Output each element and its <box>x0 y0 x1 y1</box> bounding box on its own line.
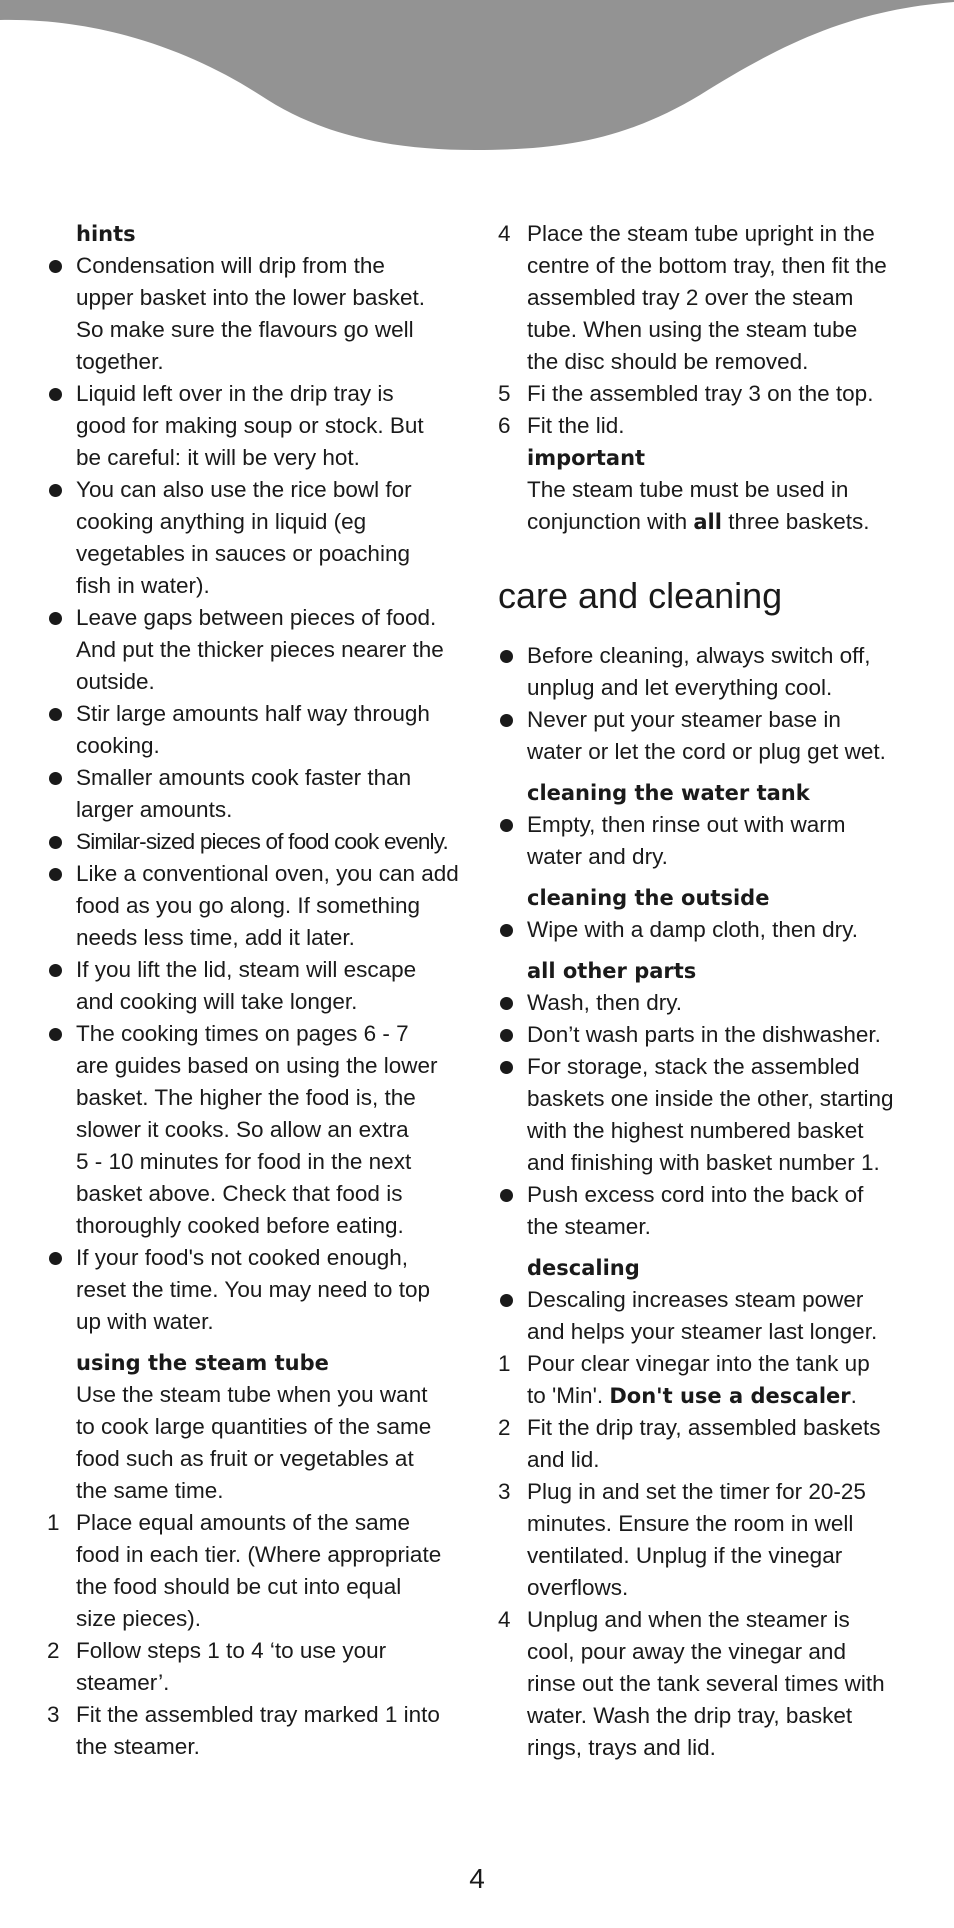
step-number: 5 <box>498 381 511 406</box>
paragraph-line: food such as fruit or vegetables at <box>76 1446 414 1471</box>
banner-wave-shape <box>0 0 954 150</box>
bullet-line: If your food's not cooked enough, <box>44 1242 469 1274</box>
step-item <box>495 378 925 410</box>
important-line-1: The steam tube must be used in <box>527 477 849 502</box>
step-text: Place the steam tube upright in the <box>527 221 875 246</box>
bullet-line: Empty, then rinse out with warm <box>495 809 925 841</box>
care-item <box>495 704 925 768</box>
bullet-line: Before cleaning, always switch off, <box>495 640 925 672</box>
care-cleaning-title: care and cleaning <box>498 575 783 616</box>
hints-heading: hints <box>76 222 136 246</box>
other-parts-heading: all other parts <box>527 959 697 983</box>
step-line <box>495 346 925 378</box>
hint-item <box>44 250 469 378</box>
bullet-line: good for making soup or stock. But <box>76 413 424 438</box>
water-tank-bullets <box>495 809 925 873</box>
bullet-line: upper basket into the lower basket. <box>76 285 425 310</box>
bullet-line: basket above. Check that food is <box>76 1181 403 1206</box>
step-text: food in each tier. (Where appropriate <box>76 1542 442 1567</box>
step-text: steamer’. <box>76 1670 170 1695</box>
bullet-line: with the highest numbered basket <box>527 1118 864 1143</box>
step-line <box>495 314 925 346</box>
bullet-line: food as you go along. If something <box>76 893 420 918</box>
step-text: the steamer. <box>76 1734 200 1759</box>
bullet-line: Wash, then dry. <box>495 987 925 1019</box>
step-line <box>495 1412 925 1444</box>
bullet-line: Leave gaps between pieces of food. <box>44 602 469 634</box>
step-text: assembled tray 2 over the steam <box>527 285 854 310</box>
other-parts-item <box>495 1051 925 1179</box>
bullet-line: be careful: it will be very hot. <box>76 445 360 470</box>
bullet-line: up with water. <box>76 1309 214 1334</box>
step-text: Place equal amounts of the same <box>76 1510 410 1535</box>
bullet-line: Descaling increases steam power <box>495 1284 925 1316</box>
important-text-pre: conjunction with <box>527 509 694 534</box>
care-item <box>495 640 925 704</box>
outside-bullets <box>495 914 925 946</box>
bullet-line: Similar-sized pieces of food cook evenly. <box>44 826 469 858</box>
bullet-line: thoroughly cooked before eating. <box>76 1213 404 1238</box>
bullet-line: and helps your steamer last longer. <box>527 1319 878 1344</box>
bullet-line: Never put your steamer base in <box>495 704 925 736</box>
bullet-line: and finishing with basket number 1. <box>527 1150 880 1175</box>
step-line <box>495 1700 925 1732</box>
bullet-line: together. <box>76 349 164 374</box>
step-item <box>44 1507 469 1635</box>
step-line <box>495 282 925 314</box>
step-line <box>44 1507 469 1539</box>
top-banner-decoration <box>0 0 954 160</box>
paragraph-line: the same time. <box>76 1478 224 1503</box>
bullet-line: You can also use the rice bowl for <box>44 474 469 506</box>
step-line <box>495 218 925 250</box>
step-line <box>495 1668 925 1700</box>
step-text: overflows. <box>527 1575 629 1600</box>
step-text-post: . <box>850 1383 857 1408</box>
paragraph-line: to cook large quantities of the same <box>76 1414 432 1439</box>
bullet-line: water or let the cord or plug get wet. <box>527 739 886 764</box>
bullet-line: Don’t wash parts in the dishwasher. <box>495 1019 925 1051</box>
bullet-line: Liquid left over in the drip tray is <box>44 378 469 410</box>
bullet-line: reset the time. You may need to top <box>76 1277 430 1302</box>
step-text: Pour clear vinegar into the tank up <box>527 1351 870 1376</box>
step-line <box>495 1572 925 1604</box>
hints-list <box>44 250 469 1338</box>
bullet-line: Condensation will drip from the <box>44 250 469 282</box>
step-text: tube. When using the steam tube <box>527 317 858 342</box>
step-line <box>495 1348 925 1380</box>
step-text: the food should be cut into equal <box>76 1574 402 1599</box>
step-text: water. Wash the drip tray, basket <box>527 1703 853 1728</box>
bullet-line: Wipe with a damp cloth, then dry. <box>495 914 925 946</box>
descaling-bullets <box>495 1284 925 1348</box>
bullet-line: outside. <box>76 669 155 694</box>
step-line <box>495 250 925 282</box>
bullet-line: water and dry. <box>527 844 668 869</box>
step-line <box>495 1604 925 1636</box>
bullet-line: Push excess cord into the back of <box>495 1179 925 1211</box>
water-tank-heading: cleaning the water tank <box>527 781 810 805</box>
hint-item <box>44 762 469 826</box>
paragraph-line: Use the steam tube when you want <box>76 1382 428 1407</box>
bullet-line: Smaller amounts cook faster than <box>44 762 469 794</box>
important-line-2 <box>495 506 925 538</box>
step-item <box>495 410 925 442</box>
step-text: rinse out the tank several times with <box>527 1671 885 1696</box>
hint-item <box>44 378 469 474</box>
step-text: Unplug and when the steamer is <box>527 1607 850 1632</box>
bullet-line: cooking. <box>76 733 160 758</box>
bullet-line: If you lift the lid, steam will escape <box>44 954 469 986</box>
tank-item <box>495 809 925 873</box>
step-text-pre: to 'Min'. <box>527 1383 610 1408</box>
descaling-heading: descaling <box>527 1256 640 1280</box>
other-parts-item <box>495 1179 925 1243</box>
hint-item <box>44 602 469 698</box>
descaling-steps <box>495 1412 925 1764</box>
care-bullets <box>495 640 925 768</box>
hint-item <box>44 858 469 954</box>
step-line <box>495 1380 925 1412</box>
important-text-bold: all <box>693 510 722 534</box>
step-line <box>495 1540 925 1572</box>
bullet-line: baskets one inside the other, starting <box>527 1086 894 1111</box>
other-parts-item <box>495 987 925 1019</box>
step-text: Fit the lid. <box>527 413 625 438</box>
bullet-line: For storage, stack the assembled <box>495 1051 925 1083</box>
step-number: 2 <box>47 1638 60 1663</box>
bullet-line: Stir large amounts half way through <box>44 698 469 730</box>
bullet-line: and cooking will take longer. <box>76 989 358 1014</box>
step-text: Fi the assembled tray 3 on the top. <box>527 381 874 406</box>
step-text: Fit the drip tray, assembled baskets <box>527 1415 881 1440</box>
step-text: Fit the assembled tray marked 1 into <box>76 1702 440 1727</box>
step-text: cool, pour away the vinegar and <box>527 1639 846 1664</box>
step-line <box>44 1571 469 1603</box>
bullet-line: The cooking times on pages 6 - 7 <box>44 1018 469 1050</box>
step-number: 6 <box>498 413 511 438</box>
hint-item <box>44 1242 469 1338</box>
step-line <box>495 410 925 442</box>
hint-item <box>44 698 469 762</box>
steam-tube-intro <box>44 1379 469 1507</box>
important-text-post: three baskets. <box>721 509 870 534</box>
step-item <box>495 218 925 378</box>
step-text-bold: Don't use a descaler <box>609 1384 851 1408</box>
step-item <box>44 1699 469 1763</box>
step-item <box>44 1635 469 1699</box>
steam-tube-steps <box>44 1507 469 1763</box>
bullet-line: slower it cooks. So allow an extra <box>76 1117 409 1142</box>
step-line <box>495 1636 925 1668</box>
step-number: 4 <box>498 1607 511 1632</box>
step-text: size pieces). <box>76 1606 202 1631</box>
step-item <box>495 1604 925 1764</box>
important-heading: important <box>527 446 646 470</box>
step-line <box>44 1539 469 1571</box>
step-number: 2 <box>498 1415 511 1440</box>
step-line <box>44 1603 469 1635</box>
step-line <box>495 378 925 410</box>
step-text: minutes. Ensure the room in well <box>527 1511 854 1536</box>
bullet-line: So make sure the flavours go well <box>76 317 414 342</box>
hint-item <box>44 474 469 602</box>
step-line <box>495 1444 925 1476</box>
step-text: the disc should be removed. <box>527 349 809 374</box>
step-line <box>44 1667 469 1699</box>
steam-tube-heading: using the steam tube <box>76 1351 329 1375</box>
bullet-line: cooking anything in liquid (eg <box>76 509 367 534</box>
other-parts-item <box>495 1019 925 1051</box>
step-line <box>44 1635 469 1667</box>
step-number: 4 <box>498 221 511 246</box>
bullet-line: the steamer. <box>527 1214 651 1239</box>
steam-tube-steps-continued <box>495 218 925 442</box>
step-text: and lid. <box>527 1447 600 1472</box>
step-text: ventilated. Unplug if the vinegar <box>527 1543 843 1568</box>
step-line <box>44 1699 469 1731</box>
descale-step-1 <box>495 1348 925 1412</box>
step-line <box>495 1732 925 1764</box>
step-item <box>495 1412 925 1476</box>
step-text: Plug in and set the timer for 20-25 <box>527 1479 866 1504</box>
other-parts-bullets <box>495 987 925 1243</box>
bullet-line: unplug and let everything cool. <box>527 675 833 700</box>
step-number: 3 <box>498 1479 511 1504</box>
outside-heading: cleaning the outside <box>527 886 770 910</box>
bullet-line: larger amounts. <box>76 797 233 822</box>
outside-item <box>495 914 925 946</box>
step-text: Follow steps 1 to 4 ‘to use your <box>76 1638 387 1663</box>
step-number: 1 <box>498 1351 511 1376</box>
hint-item <box>44 826 469 858</box>
hint-item <box>44 1018 469 1242</box>
step-line <box>495 1508 925 1540</box>
left-column <box>44 218 469 1763</box>
bullet-line: 5 - 10 minutes for food in the next <box>76 1149 412 1174</box>
step-line <box>495 1476 925 1508</box>
bullet-line: needs less time, add it later. <box>76 925 355 950</box>
bullet-line: Like a conventional oven, you can add <box>44 858 469 890</box>
step-number: 1 <box>47 1510 60 1535</box>
descaling-item <box>495 1284 925 1348</box>
bullet-line: basket. The higher the food is, the <box>76 1085 416 1110</box>
bullet-line: And put the thicker pieces nearer the <box>76 637 444 662</box>
step-number: 3 <box>47 1702 60 1727</box>
page-number: 4 <box>469 1863 485 1894</box>
bullet-line: fish in water). <box>76 573 210 598</box>
bullet-line: vegetables in sauces or poaching <box>76 541 410 566</box>
right-column <box>495 218 925 1764</box>
bullet-line: are guides based on using the lower <box>76 1053 438 1078</box>
hint-item <box>44 954 469 1018</box>
step-line <box>44 1731 469 1763</box>
step-item <box>495 1476 925 1604</box>
step-text: rings, trays and lid. <box>527 1735 716 1760</box>
step-text: centre of the bottom tray, then fit the <box>527 253 887 278</box>
